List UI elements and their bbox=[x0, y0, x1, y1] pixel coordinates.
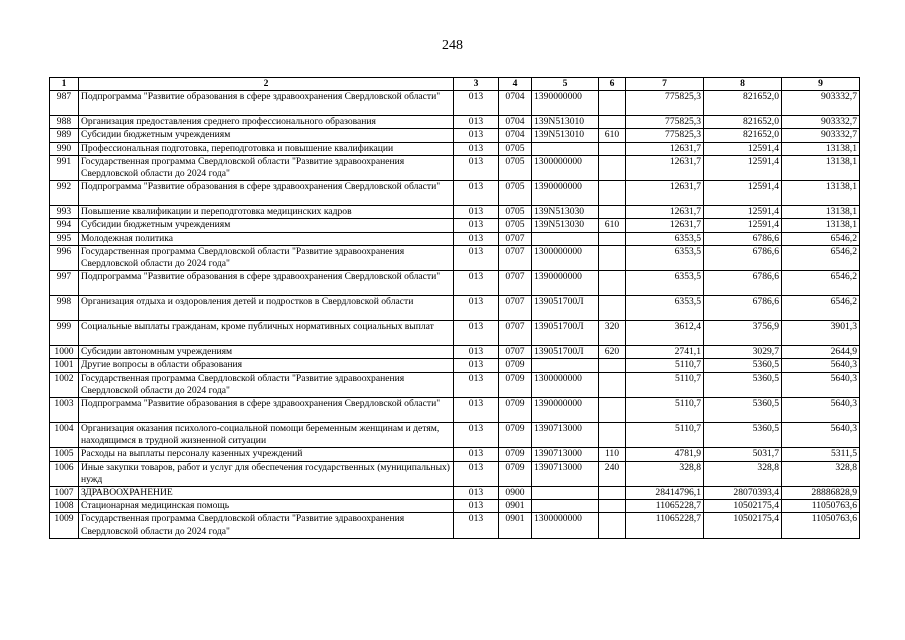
header-cell: 3 bbox=[454, 78, 499, 91]
row-target-code-cell bbox=[532, 500, 599, 513]
row-value-2024-cell: 6546,2 bbox=[782, 245, 860, 270]
row-name-cell: Государственная программа Свердловской области "Развитие здравоохранения Свердловской области до 2024 года" bbox=[79, 245, 454, 270]
row-expense-type-cell bbox=[599, 359, 626, 372]
row-value-2022-cell: 12631,7 bbox=[626, 219, 704, 232]
row-name-cell: ЗДРАВООХРАНЕНИЕ bbox=[79, 487, 454, 500]
row-number-cell: 1000 bbox=[50, 346, 79, 359]
row-value-2023-cell: 5360,5 bbox=[704, 398, 782, 423]
row-value-2022-cell: 5110,7 bbox=[626, 398, 704, 423]
row-target-code-cell: 1390713000 bbox=[532, 423, 599, 448]
header-cell: 6 bbox=[599, 78, 626, 91]
row-admin-code-cell: 013 bbox=[454, 513, 499, 538]
row-admin-code-cell: 013 bbox=[454, 500, 499, 513]
row-number-cell: 1007 bbox=[50, 487, 79, 500]
header-cell: 9 bbox=[782, 78, 860, 91]
row-name-cell: Подпрограмма "Развитие образования в сфере здравоохранения Свердловской области" bbox=[79, 271, 454, 296]
row-section-cell: 0707 bbox=[499, 346, 532, 359]
row-admin-code-cell: 013 bbox=[454, 91, 499, 116]
row-number-cell: 1003 bbox=[50, 398, 79, 423]
row-value-2022-cell: 11065228,7 bbox=[626, 513, 704, 538]
row-section-cell: 0900 bbox=[499, 487, 532, 500]
row-name-cell: Субсидии бюджетным учреждениям bbox=[79, 219, 454, 232]
row-number-cell: 990 bbox=[50, 142, 79, 155]
row-value-2022-cell: 775825,3 bbox=[626, 116, 704, 129]
row-value-2022-cell: 2741,1 bbox=[626, 346, 704, 359]
row-admin-code-cell: 013 bbox=[454, 372, 499, 397]
row-expense-type-cell bbox=[599, 271, 626, 296]
row-value-2023-cell: 821652,0 bbox=[704, 116, 782, 129]
row-expense-type-cell bbox=[599, 296, 626, 321]
row-name-cell: Государственная программа Свердловской области "Развитие здравоохранения Свердловской области до 2024 года" bbox=[79, 372, 454, 397]
table-row bbox=[50, 461, 860, 486]
row-expense-type-cell bbox=[599, 372, 626, 397]
row-name-cell: Организация отдыха и оздоровления детей и подростков в Свердловской области bbox=[79, 296, 454, 321]
row-target-code-cell: 139051700Л bbox=[532, 346, 599, 359]
row-value-2024-cell: 13138,1 bbox=[782, 155, 860, 180]
row-name-cell: Расходы на выплаты персоналу казенных учреждений bbox=[79, 448, 454, 461]
row-value-2023-cell: 10502175,4 bbox=[704, 500, 782, 513]
row-expense-type-cell bbox=[599, 232, 626, 245]
table-row bbox=[50, 448, 860, 461]
row-admin-code-cell: 013 bbox=[454, 461, 499, 486]
row-section-cell: 0705 bbox=[499, 155, 532, 180]
row-section-cell: 0709 bbox=[499, 423, 532, 448]
row-expense-type-cell bbox=[599, 116, 626, 129]
row-name-cell: Социальные выплаты гражданам, кроме публичных нормативных социальных выплат bbox=[79, 321, 454, 346]
row-section-cell: 0709 bbox=[499, 372, 532, 397]
row-value-2024-cell: 6546,2 bbox=[782, 271, 860, 296]
row-value-2023-cell: 12591,4 bbox=[704, 155, 782, 180]
row-name-cell: Организация оказания психолого-социальной помощи беременным женщинам и детям, находящимся в трудной жизненной ситуации bbox=[79, 423, 454, 448]
row-value-2022-cell: 4781,9 bbox=[626, 448, 704, 461]
row-name-cell: Подпрограмма "Развитие образования в сфере здравоохранения Свердловской области" bbox=[79, 91, 454, 116]
row-number-cell: 989 bbox=[50, 129, 79, 142]
row-value-2023-cell: 821652,0 bbox=[704, 91, 782, 116]
row-expense-type-cell: 110 bbox=[599, 448, 626, 461]
row-name-cell: Подпрограмма "Развитие образования в сфере здравоохранения Свердловской области" bbox=[79, 398, 454, 423]
row-admin-code-cell: 013 bbox=[454, 219, 499, 232]
header-cell: 8 bbox=[704, 78, 782, 91]
header-cell: 7 bbox=[626, 78, 704, 91]
row-section-cell: 0705 bbox=[499, 206, 532, 219]
row-number-cell: 1001 bbox=[50, 359, 79, 372]
row-admin-code-cell: 013 bbox=[454, 232, 499, 245]
row-number-cell: 987 bbox=[50, 91, 79, 116]
header-cell: 4 bbox=[499, 78, 532, 91]
row-value-2023-cell: 5031,7 bbox=[704, 448, 782, 461]
row-value-2022-cell: 6353,5 bbox=[626, 296, 704, 321]
budget-table bbox=[49, 77, 860, 539]
row-expense-type-cell: 610 bbox=[599, 219, 626, 232]
row-value-2023-cell: 12591,4 bbox=[704, 206, 782, 219]
row-value-2022-cell: 6353,5 bbox=[626, 245, 704, 270]
row-value-2022-cell: 5110,7 bbox=[626, 359, 704, 372]
row-value-2023-cell: 5360,5 bbox=[704, 359, 782, 372]
row-section-cell: 0704 bbox=[499, 91, 532, 116]
row-section-cell: 0709 bbox=[499, 359, 532, 372]
row-value-2022-cell: 12631,7 bbox=[626, 181, 704, 206]
row-target-code-cell: 1300000000 bbox=[532, 513, 599, 538]
row-expense-type-cell: 620 bbox=[599, 346, 626, 359]
row-target-code-cell: 139051700Л bbox=[532, 296, 599, 321]
row-number-cell: 1004 bbox=[50, 423, 79, 448]
row-value-2024-cell: 5311,5 bbox=[782, 448, 860, 461]
row-value-2022-cell: 11065228,7 bbox=[626, 500, 704, 513]
table-row bbox=[50, 116, 860, 129]
row-section-cell: 0707 bbox=[499, 271, 532, 296]
row-value-2023-cell: 6786,6 bbox=[704, 296, 782, 321]
table-row bbox=[50, 321, 860, 346]
row-value-2023-cell: 6786,6 bbox=[704, 245, 782, 270]
row-number-cell: 998 bbox=[50, 296, 79, 321]
header-cell: 1 bbox=[50, 78, 79, 91]
row-expense-type-cell bbox=[599, 155, 626, 180]
row-target-code-cell: 1390000000 bbox=[532, 398, 599, 423]
row-name-cell: Субсидии бюджетным учреждениям bbox=[79, 129, 454, 142]
row-target-code-cell: 1390000000 bbox=[532, 91, 599, 116]
row-target-code-cell bbox=[532, 142, 599, 155]
row-value-2023-cell: 12591,4 bbox=[704, 181, 782, 206]
row-expense-type-cell: 610 bbox=[599, 129, 626, 142]
row-admin-code-cell: 013 bbox=[454, 245, 499, 270]
header-cell: 5 bbox=[532, 78, 599, 91]
table-row bbox=[50, 372, 860, 397]
row-number-cell: 993 bbox=[50, 206, 79, 219]
row-number-cell: 997 bbox=[50, 271, 79, 296]
row-value-2024-cell: 6546,2 bbox=[782, 232, 860, 245]
row-expense-type-cell bbox=[599, 142, 626, 155]
row-target-code-cell: 1390000000 bbox=[532, 271, 599, 296]
row-admin-code-cell: 013 bbox=[454, 423, 499, 448]
row-admin-code-cell: 013 bbox=[454, 271, 499, 296]
row-admin-code-cell: 013 bbox=[454, 129, 499, 142]
row-number-cell: 1002 bbox=[50, 372, 79, 397]
row-number-cell: 992 bbox=[50, 181, 79, 206]
table-row bbox=[50, 513, 860, 538]
row-section-cell: 0707 bbox=[499, 296, 532, 321]
row-expense-type-cell: 320 bbox=[599, 321, 626, 346]
row-number-cell: 995 bbox=[50, 232, 79, 245]
row-admin-code-cell: 013 bbox=[454, 206, 499, 219]
table-row bbox=[50, 500, 860, 513]
row-value-2023-cell: 328,8 bbox=[704, 461, 782, 486]
row-target-code-cell: 1390000000 bbox=[532, 181, 599, 206]
row-value-2024-cell: 13138,1 bbox=[782, 219, 860, 232]
row-target-code-cell: 1300000000 bbox=[532, 372, 599, 397]
row-value-2023-cell: 3029,7 bbox=[704, 346, 782, 359]
row-name-cell: Иные закупки товаров, работ и услуг для обеспечения государственных (муниципальных) нужд bbox=[79, 461, 454, 486]
row-value-2024-cell: 6546,2 bbox=[782, 296, 860, 321]
row-target-code-cell: 1300000000 bbox=[532, 155, 599, 180]
header-row bbox=[50, 78, 860, 91]
table-row bbox=[50, 245, 860, 270]
table-row bbox=[50, 142, 860, 155]
row-section-cell: 0901 bbox=[499, 500, 532, 513]
row-section-cell: 0709 bbox=[499, 448, 532, 461]
table-row bbox=[50, 129, 860, 142]
row-admin-code-cell: 013 bbox=[454, 398, 499, 423]
row-value-2022-cell: 775825,3 bbox=[626, 129, 704, 142]
row-value-2022-cell: 3612,4 bbox=[626, 321, 704, 346]
row-value-2024-cell: 903332,7 bbox=[782, 116, 860, 129]
row-value-2024-cell: 2644,9 bbox=[782, 346, 860, 359]
row-section-cell: 0901 bbox=[499, 513, 532, 538]
row-admin-code-cell: 013 bbox=[454, 142, 499, 155]
row-value-2024-cell: 13138,1 bbox=[782, 181, 860, 206]
row-value-2023-cell: 12591,4 bbox=[704, 142, 782, 155]
row-target-code-cell: 1390713000 bbox=[532, 461, 599, 486]
row-target-code-cell: 139051700Л bbox=[532, 321, 599, 346]
row-number-cell: 999 bbox=[50, 321, 79, 346]
table-row bbox=[50, 91, 860, 116]
row-number-cell: 991 bbox=[50, 155, 79, 180]
row-expense-type-cell bbox=[599, 181, 626, 206]
row-value-2022-cell: 775825,3 bbox=[626, 91, 704, 116]
row-target-code-cell: 139N513030 bbox=[532, 206, 599, 219]
table-row bbox=[50, 296, 860, 321]
row-target-code-cell: 1390713000 bbox=[532, 448, 599, 461]
row-expense-type-cell bbox=[599, 513, 626, 538]
row-section-cell: 0707 bbox=[499, 232, 532, 245]
row-name-cell: Стационарная медицинская помощь bbox=[79, 500, 454, 513]
row-target-code-cell: 139N513030 bbox=[532, 219, 599, 232]
row-name-cell: Другие вопросы в области образования bbox=[79, 359, 454, 372]
row-section-cell: 0705 bbox=[499, 142, 532, 155]
row-value-2022-cell: 328,8 bbox=[626, 461, 704, 486]
row-expense-type-cell bbox=[599, 206, 626, 219]
row-value-2023-cell: 12591,4 bbox=[704, 219, 782, 232]
row-value-2024-cell: 328,8 bbox=[782, 461, 860, 486]
row-expense-type-cell bbox=[599, 398, 626, 423]
row-value-2024-cell: 13138,1 bbox=[782, 142, 860, 155]
row-section-cell: 0704 bbox=[499, 116, 532, 129]
table-row bbox=[50, 398, 860, 423]
row-value-2022-cell: 12631,7 bbox=[626, 142, 704, 155]
row-number-cell: 996 bbox=[50, 245, 79, 270]
row-value-2024-cell: 11050763,6 bbox=[782, 500, 860, 513]
row-value-2022-cell: 5110,7 bbox=[626, 423, 704, 448]
row-value-2023-cell: 10502175,4 bbox=[704, 513, 782, 538]
row-admin-code-cell: 013 bbox=[454, 116, 499, 129]
table-row bbox=[50, 359, 860, 372]
table-row bbox=[50, 423, 860, 448]
row-target-code-cell bbox=[532, 359, 599, 372]
row-value-2022-cell: 6353,5 bbox=[626, 271, 704, 296]
row-number-cell: 1006 bbox=[50, 461, 79, 486]
row-value-2024-cell: 903332,7 bbox=[782, 129, 860, 142]
row-value-2024-cell: 5640,3 bbox=[782, 398, 860, 423]
row-admin-code-cell: 013 bbox=[454, 321, 499, 346]
table-row bbox=[50, 346, 860, 359]
row-number-cell: 1005 bbox=[50, 448, 79, 461]
row-value-2024-cell: 5640,3 bbox=[782, 423, 860, 448]
row-admin-code-cell: 013 bbox=[454, 346, 499, 359]
row-admin-code-cell: 013 bbox=[454, 296, 499, 321]
page-number: 248 bbox=[442, 38, 463, 53]
table-row bbox=[50, 206, 860, 219]
row-value-2022-cell: 28414796,1 bbox=[626, 487, 704, 500]
row-section-cell: 0709 bbox=[499, 398, 532, 423]
row-admin-code-cell: 013 bbox=[454, 487, 499, 500]
row-target-code-cell: 139N513010 bbox=[532, 129, 599, 142]
row-section-cell: 0707 bbox=[499, 245, 532, 270]
table-row bbox=[50, 155, 860, 180]
row-value-2024-cell: 903332,7 bbox=[782, 91, 860, 116]
table-row bbox=[50, 271, 860, 296]
row-number-cell: 988 bbox=[50, 116, 79, 129]
row-section-cell: 0707 bbox=[499, 321, 532, 346]
row-target-code-cell: 139N513010 bbox=[532, 116, 599, 129]
row-name-cell: Профессиональная подготовка, переподготовка и повышение квалификации bbox=[79, 142, 454, 155]
row-section-cell: 0709 bbox=[499, 461, 532, 486]
row-admin-code-cell: 013 bbox=[454, 448, 499, 461]
row-expense-type-cell bbox=[599, 91, 626, 116]
row-value-2023-cell: 3756,9 bbox=[704, 321, 782, 346]
row-value-2022-cell: 12631,7 bbox=[626, 206, 704, 219]
table-body bbox=[50, 91, 860, 539]
row-value-2023-cell: 5360,5 bbox=[704, 423, 782, 448]
row-value-2023-cell: 5360,5 bbox=[704, 372, 782, 397]
row-name-cell: Государственная программа Свердловской области "Развитие здравоохранения Свердловской области до 2024 года" bbox=[79, 155, 454, 180]
row-value-2024-cell: 28886828,9 bbox=[782, 487, 860, 500]
table-row bbox=[50, 181, 860, 206]
row-value-2024-cell: 3901,3 bbox=[782, 321, 860, 346]
row-target-code-cell: 1300000000 bbox=[532, 245, 599, 270]
row-admin-code-cell: 013 bbox=[454, 181, 499, 206]
row-value-2023-cell: 821652,0 bbox=[704, 129, 782, 142]
header-cell: 2 bbox=[79, 78, 454, 91]
row-value-2024-cell: 13138,1 bbox=[782, 206, 860, 219]
row-value-2024-cell: 11050763,6 bbox=[782, 513, 860, 538]
row-section-cell: 0705 bbox=[499, 219, 532, 232]
row-expense-type-cell bbox=[599, 423, 626, 448]
row-name-cell: Молодежная политика bbox=[79, 232, 454, 245]
row-name-cell: Субсидии автономным учреждениям bbox=[79, 346, 454, 359]
row-section-cell: 0704 bbox=[499, 129, 532, 142]
row-value-2023-cell: 6786,6 bbox=[704, 271, 782, 296]
row-expense-type-cell: 240 bbox=[599, 461, 626, 486]
table-row bbox=[50, 232, 860, 245]
row-value-2023-cell: 28070393,4 bbox=[704, 487, 782, 500]
row-target-code-cell bbox=[532, 232, 599, 245]
table-row bbox=[50, 487, 860, 500]
row-number-cell: 994 bbox=[50, 219, 79, 232]
row-value-2022-cell: 5110,7 bbox=[626, 372, 704, 397]
row-expense-type-cell bbox=[599, 500, 626, 513]
row-section-cell: 0705 bbox=[499, 181, 532, 206]
row-name-cell: Повышение квалификации и переподготовка медицинских кадров bbox=[79, 206, 454, 219]
row-name-cell: Организация предоставления среднего профессионального образования bbox=[79, 116, 454, 129]
row-admin-code-cell: 013 bbox=[454, 359, 499, 372]
row-admin-code-cell: 013 bbox=[454, 155, 499, 180]
row-number-cell: 1009 bbox=[50, 513, 79, 538]
row-expense-type-cell bbox=[599, 245, 626, 270]
table-row bbox=[50, 219, 860, 232]
row-name-cell: Государственная программа Свердловской области "Развитие здравоохранения Свердловской области до 2024 года" bbox=[79, 513, 454, 538]
row-value-2023-cell: 6786,6 bbox=[704, 232, 782, 245]
row-target-code-cell bbox=[532, 487, 599, 500]
row-expense-type-cell bbox=[599, 487, 626, 500]
row-value-2024-cell: 5640,3 bbox=[782, 359, 860, 372]
row-value-2024-cell: 5640,3 bbox=[782, 372, 860, 397]
row-value-2022-cell: 6353,5 bbox=[626, 232, 704, 245]
row-number-cell: 1008 bbox=[50, 500, 79, 513]
row-value-2022-cell: 12631,7 bbox=[626, 155, 704, 180]
row-name-cell: Подпрограмма "Развитие образования в сфере здравоохранения Свердловской области" bbox=[79, 181, 454, 206]
